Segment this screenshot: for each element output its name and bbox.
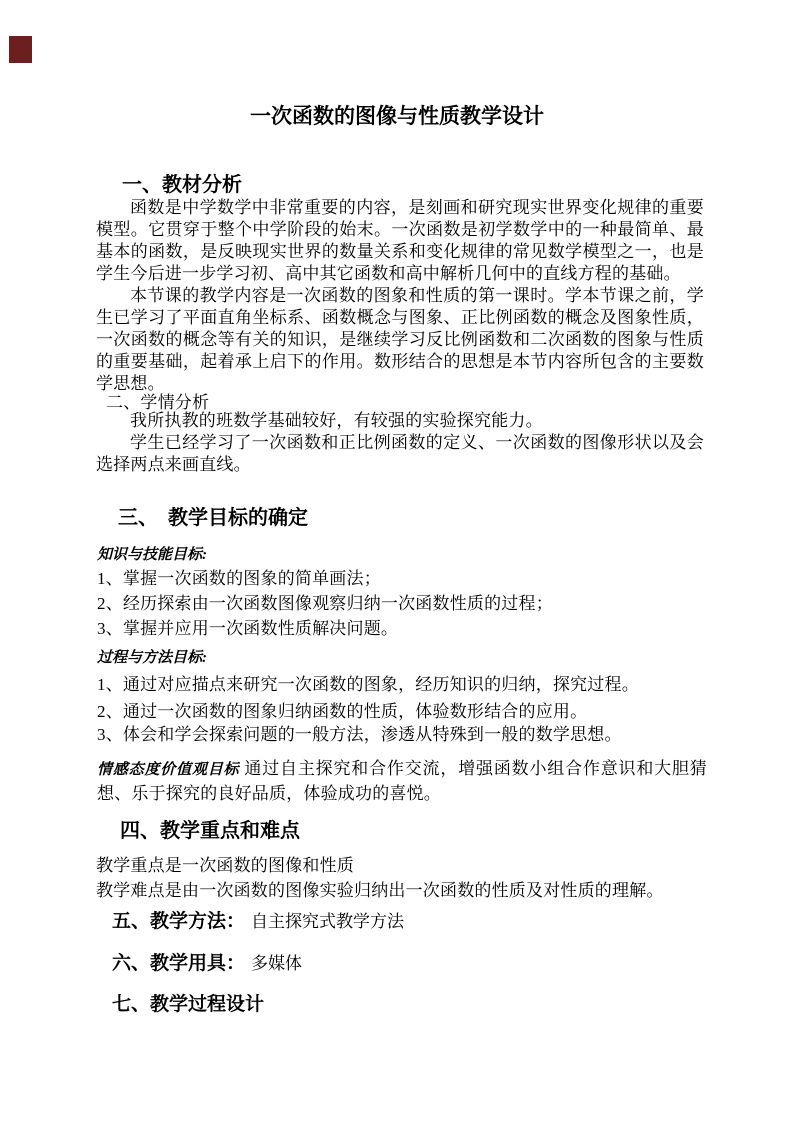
heading-section-5-teaching-method [112, 906, 404, 933]
process-goal-item-3: 3、体会和学会探索问题的一般方法，渗透从特殊到一般的数学思想。 [97, 725, 622, 744]
section-2-paragraph-1-text: 我所执教的班数学基础较好，有较强的实验探究能力。 [130, 411, 543, 430]
section-2-paragraph-1 [96, 410, 704, 432]
section-5-value: 自主探究式教学方法 [251, 912, 405, 931]
corner-mark [9, 36, 32, 63]
heading-section-6-teaching-tools [112, 948, 302, 975]
document-title: 一次函数的图像与性质教学设计 [250, 104, 544, 128]
section-1-body [96, 197, 704, 395]
heading-section-1-textbook-analysis: 一、教材分析 [122, 174, 242, 196]
emotion-goal-text: 通过自主探究和合作交流，增强函数小组合作意识和大胆猜想、乐于探究的良好品质，体验成功的喜悦。 [97, 759, 707, 803]
teaching-difficult-point-line: 教学难点是由一次函数的图像实验归纳出一次函数的性质及对性质的理解。 [96, 881, 664, 900]
section-2-paragraph-2-text: 学生已经学习了一次函数和正比例函数的定义、一次函数的图像形状以及会选择两点来画直线。 [96, 433, 704, 474]
heading-section-3-teaching-goals: 三、 教学目标的确定 [118, 507, 308, 529]
knowledge-goal-item-3: 3、掌握并应用一次函数性质解决问题。 [97, 619, 399, 638]
section-2-paragraph-2 [96, 432, 704, 476]
process-goal-item-1: 1、通过对应描点来研究一次函数的图象，经历知识的归纳，探究过程。 [97, 675, 639, 694]
section-1-paragraph-1: 函数是中学数学中非常重要的内容，是刻画和研究现实世界变化规律的重要模型。它贯穿于整个中学阶段的始末。一次函数是初学数学中的一种最简单、最基本的函数，是反映现实世界的数量关系和变化规律的常见数学模型之一，也是学生今后进一步学习初、高中其它函数和高中解析几何中的直线方程的基础。 [96, 198, 704, 283]
section-1-paragraph-2: 本节课的教学内容是一次函数的图象和性质的第一课时。学本节课之前，学生已学习了平面直角坐标系、函数概念与图象、正比例函数的概念及图象性质，一次函数的概念等有关的知识，是继续学习反比例函数和二次函数的图象与性质的重要基础，起着承上启下的作用。数形结合的思想是本节内容所包含的主要数学思想。 [96, 286, 704, 393]
process-goal-item-2: 2、通过一次函数的图象归纳函数的性质，体验数形结合的应用。 [97, 702, 588, 721]
section-6-value: 多媒体 [251, 954, 303, 973]
section-5-label: 五、教学方法： [112, 911, 246, 932]
heading-section-4-key-difficult-points: 四、教学重点和难点 [120, 820, 300, 842]
knowledge-goal-item-1: 1、掌握一次函数的图象的简单画法； [97, 569, 381, 588]
emotion-attitude-values-goal [97, 757, 707, 805]
section-6-label: 六、教学用具： [112, 953, 246, 974]
teaching-key-point-line: 教学重点是一次函数的图像和性质 [96, 856, 354, 875]
heading-section-7-teaching-process-design: 七、教学过程设计 [112, 994, 265, 1015]
label-process-method-goals: 过程与方法目标: [97, 650, 207, 666]
label-emotion-attitude-values: 情感态度价值观目标 [97, 762, 240, 778]
heading-section-2-learner-analysis: 二、学情分析 [106, 393, 210, 412]
label-knowledge-skill-goals: 知识与技能目标: [97, 547, 207, 563]
knowledge-goal-item-2: 2、经历探索由一次函数图像观察归纳一次函数性质的过程； [97, 594, 553, 613]
